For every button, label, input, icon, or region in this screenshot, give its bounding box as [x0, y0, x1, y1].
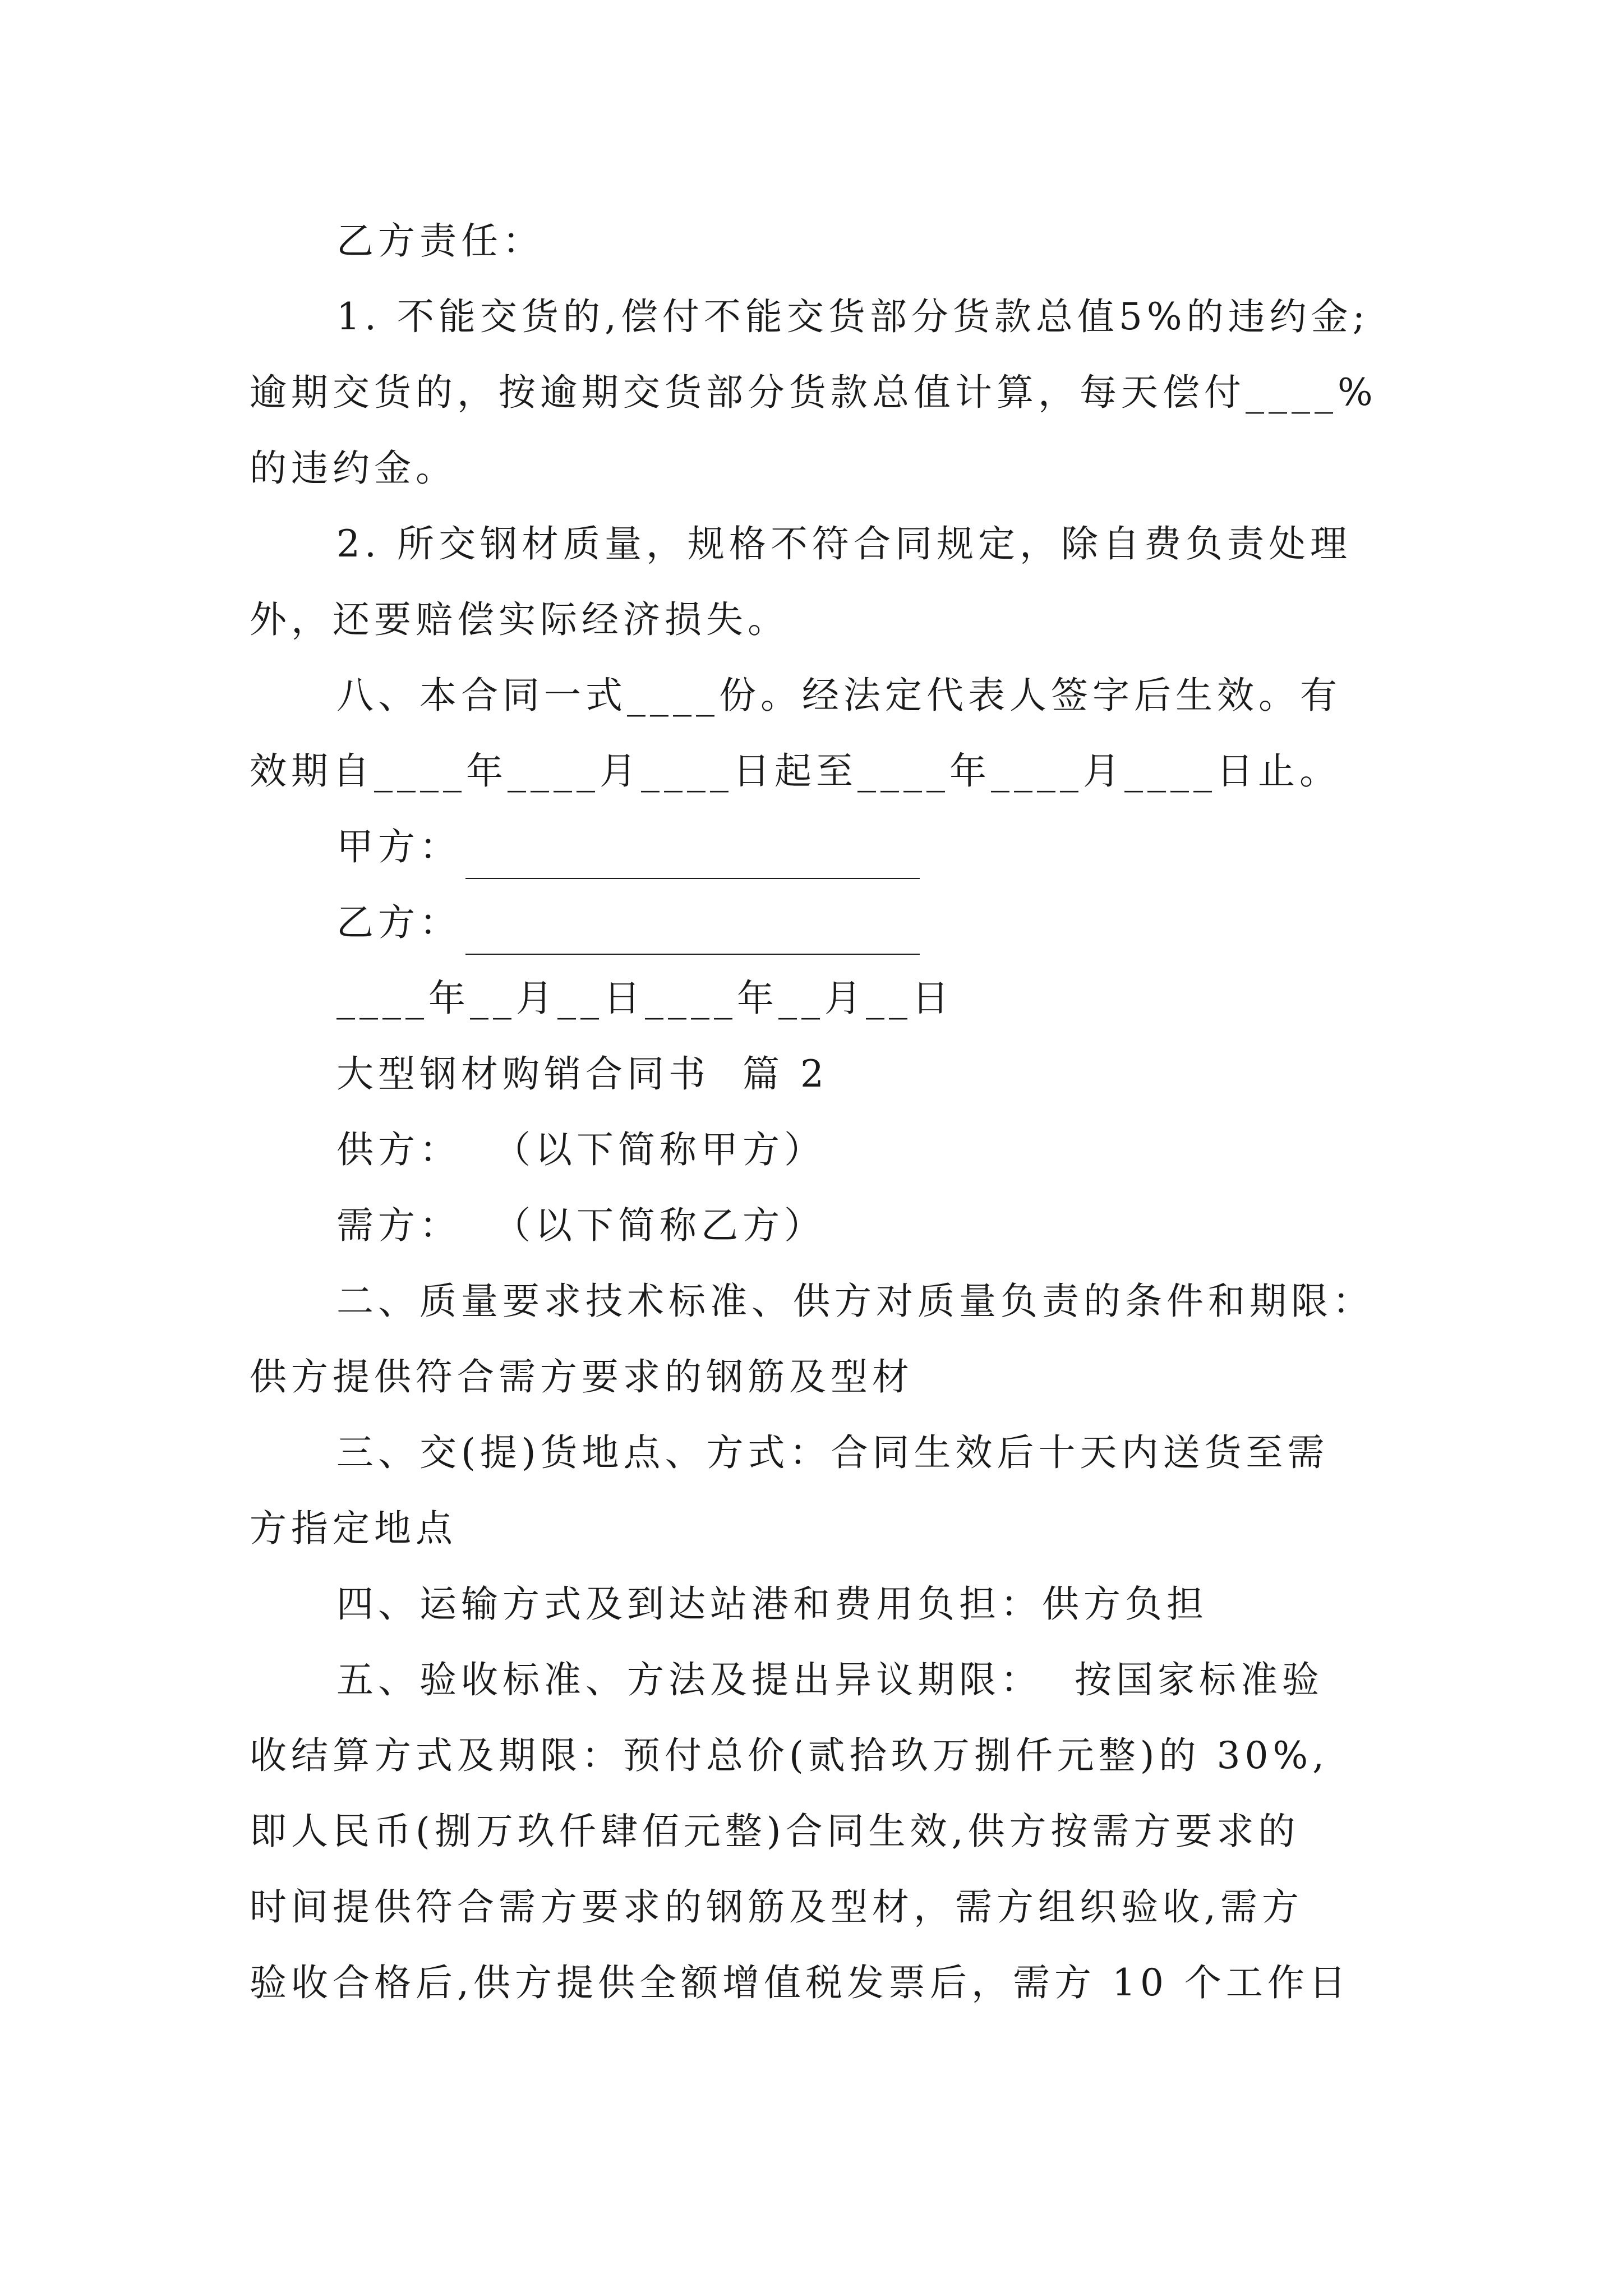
- paragraph-line: 二、质量要求技术标准、供方对质量负责的条件和期限：: [336, 1280, 1374, 1323]
- party-b-signature-line: [465, 954, 920, 955]
- paragraph-line: 三、交(提)货地点、方式：合同生效后十天内送货至需: [336, 1431, 1329, 1474]
- party-a-signature-line: [465, 878, 920, 879]
- paragraph-line: 2. 所交钢材质量，规格不符合同规定，除自费负责处理: [336, 522, 1352, 565]
- paragraph-line: 方指定地点: [250, 1507, 457, 1550]
- paragraph-line: 外，还要赔偿实际经济损失。: [250, 598, 789, 641]
- party-a-label: 甲方：: [336, 825, 461, 868]
- paragraph-line: 五、验收标准、方法及提出异议期限： 按国家标准验: [336, 1658, 1324, 1701]
- party-b-label: 乙方：: [336, 901, 461, 944]
- paragraph-line: 收结算方式及期限：预付总价(贰拾玖万捌仟元整)的 30%,: [250, 1734, 1329, 1777]
- date-line: ____年__月__日____年__月__日: [336, 977, 953, 1020]
- paragraph-line: 验收合格后,供方提供全额增值税发票后，需方 10 个工作日: [250, 1961, 1350, 2004]
- paragraph-line: 时间提供符合需方要求的钢筋及型材，需方组织验收,需方: [250, 1885, 1303, 1929]
- paragraph-line: 效期自____年____月____日起至____年____月____日止。: [250, 749, 1341, 793]
- paragraph-line: 1. 不能交货的,偿付不能交货部分货款总值5%的违约金;: [336, 295, 1370, 338]
- paragraph-line: 四、运输方式及到达站港和费用负担：供方负担: [336, 1582, 1208, 1626]
- paragraph-line: 八、本合同一式____份。经法定代表人签字后生效。有: [336, 674, 1341, 717]
- paragraph-line: 乙方责任：: [336, 219, 544, 263]
- paragraph-line: 即人民币(捌万玖仟肆佰元整)合同生效,供方按需方要求的: [250, 1810, 1300, 1853]
- paragraph-line: 供方提供符合需方要求的钢筋及型材: [250, 1355, 914, 1398]
- buyer-line: 需方： （以下简称乙方）: [336, 1204, 826, 1247]
- section-title: 大型钢材购销合同书 篇 2: [336, 1052, 828, 1096]
- supplier-line: 供方： （以下简称甲方）: [336, 1128, 826, 1171]
- paragraph-line: 的违约金。: [250, 447, 457, 490]
- paragraph-line: 逾期交货的，按逾期交货部分货款总值计算，每天偿付____%: [250, 371, 1377, 414]
